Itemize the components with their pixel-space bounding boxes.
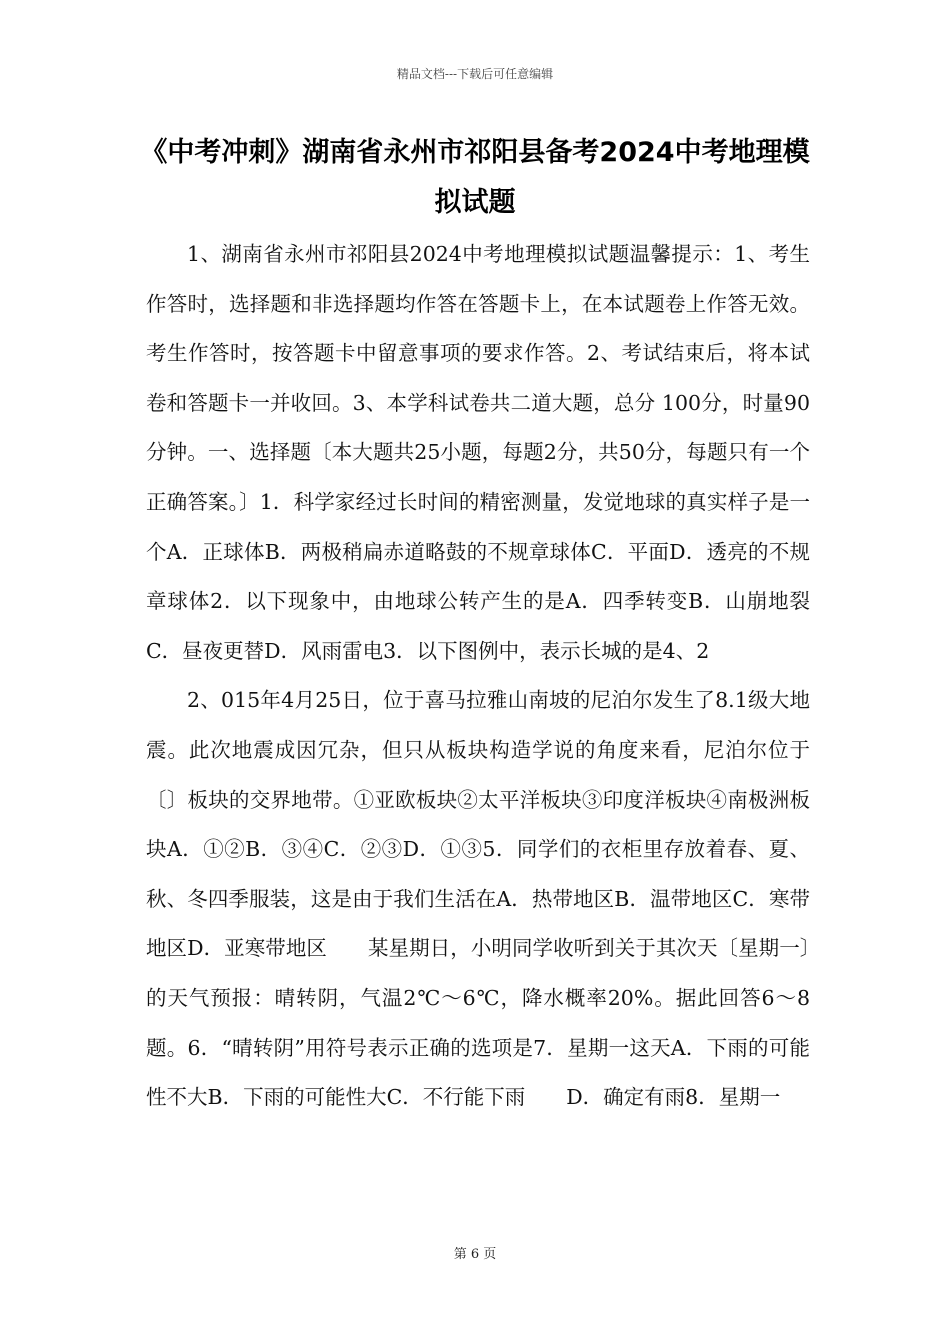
paragraph-1: 1、湖南省永州市祁阳县2024中考地理模拟试题温馨提示：1、考生作答时，选择题和非选择题均作答在答题卡上，在本试题卷上作答无效。考生作答时，按答题卡中留意事项的要求作答。2、考试结束后，将本试卷和答题卡一并收回。3、本学科试卷共二道大题，总分 100分，时量90分钟。一、选择题〔本大题共25小题，每题2分，共50分，每题只有一个正确答案。〕1．科学家经过长时间的精密测量，发觉地球的真实样子是一个A．正球体B．两极稍扁赤道略鼓的不规章球体C．平面D．透亮的不规章球体2．以下现象中，由地球公转产生的是A．四季转变B．山崩地裂C．昼夜更替D．风雨雷电3．以下图例中，表示长城的是4、2 [146,242,810,663]
document-body [146,230,810,1123]
page-header: 精品文档---下载后可任意编辑 [396,67,554,81]
document-title: 《中考冲刺》湖南省永州市祁阳县备考2024中考地理模拟试题 [140,137,810,218]
page-number: 第 6 页 [453,1247,497,1262]
paragraph-2: 2、015年4月25日，位于喜马拉雅山南坡的尼泊尔发生了8.1级大地震。此次地震成因冗杂，但只从板块构造学说的角度来看，尼泊尔位于〔〕板块的交界地带。①亚欧板块②太平洋板块③印度洋板块④南极洲板块A．①②B．③④C．②③D．①③5．同学们的衣柜里存放着春、夏、秋、冬四季服装，这是由于我们生活在A．热带地区B．温带地区C．寒带地区D．亚寒带地区 某星期日，小明同学收听到关于其次天〔星期一〕的天气预报：晴转阴，气温2℃～6℃，降水概率20%。据此回答6～8题。6．“晴转阴”用符号表示正确的选项是7．星期一这天A．下雨的可能性不大B．下雨的可能性大C．不行能下雨 D．确定有雨8．星期一 [146,688,810,1110]
